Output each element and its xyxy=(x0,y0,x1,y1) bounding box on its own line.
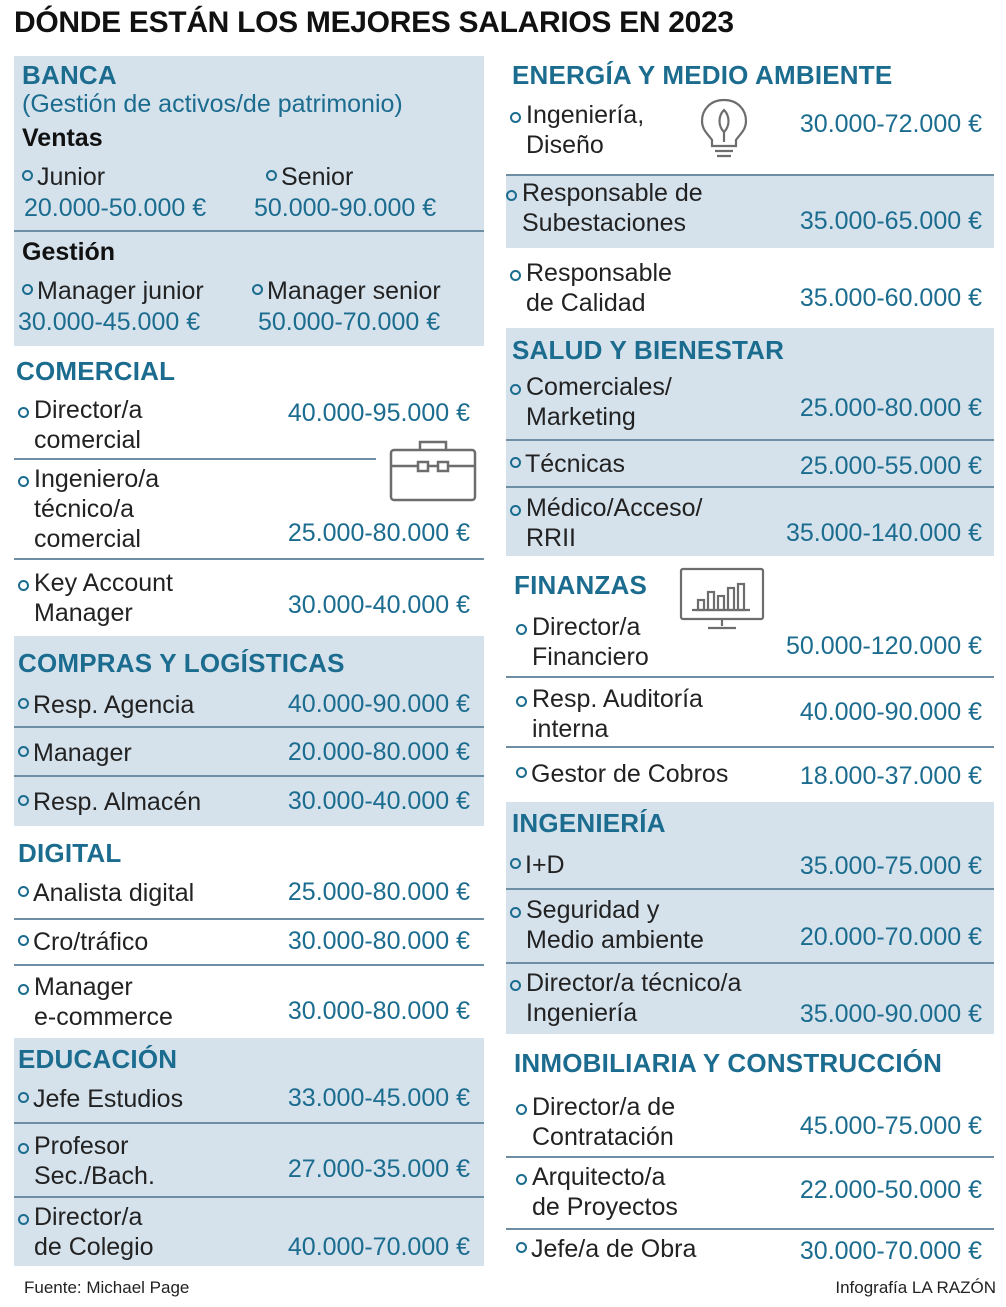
role-text: Financiero xyxy=(532,643,649,671)
separator xyxy=(506,1156,994,1158)
role-text: comercial xyxy=(34,426,141,454)
salary-value: 30.000-40.000 € xyxy=(287,787,470,815)
role-text: Gestor de Cobros xyxy=(531,760,729,788)
role-label xyxy=(18,690,194,720)
role-text: Contratación xyxy=(532,1123,674,1151)
bullet-icon xyxy=(18,476,29,487)
role-text: Ingeniería, xyxy=(526,101,645,129)
role-text: Analista digital xyxy=(33,879,195,907)
role-label xyxy=(18,927,148,957)
role-text: técnico/a xyxy=(34,495,135,523)
section-title: ENERGÍA Y MEDIO AMBIENTE xyxy=(512,60,893,90)
role-text: Resp. Auditoría xyxy=(532,685,703,713)
role-text: Director/a xyxy=(34,396,143,424)
salary-value: 40.000-90.000 € xyxy=(799,698,982,726)
role-text: Manager xyxy=(34,973,133,1001)
bullet-icon xyxy=(510,270,521,281)
separator xyxy=(506,888,994,890)
separator xyxy=(14,726,484,728)
bullet-icon xyxy=(510,457,521,468)
salary-value: 50.000-120.000 € xyxy=(785,632,982,660)
salary-value: 30.000-40.000 € xyxy=(287,591,470,619)
bullet-icon xyxy=(510,505,521,516)
separator xyxy=(14,558,484,560)
role-text: Subestaciones xyxy=(522,209,687,237)
role-text: de Colegio xyxy=(34,1233,154,1261)
role-label xyxy=(18,738,132,768)
role-label xyxy=(18,878,194,908)
section-title: SALUD Y BIENESTAR xyxy=(512,335,785,365)
bullet-icon xyxy=(18,407,29,418)
role-label xyxy=(34,464,159,554)
role-label xyxy=(522,178,703,238)
salary-value: 35.000-75.000 € xyxy=(799,852,982,880)
separator xyxy=(506,746,994,748)
role-text: Responsable xyxy=(526,259,672,287)
role-text: RRII xyxy=(526,524,576,552)
bullet-icon xyxy=(18,984,29,995)
salary-value: 30.000-72.000 € xyxy=(799,110,982,138)
section-subtitle: (Gestión de activos/de patrimonio) xyxy=(22,90,403,118)
role-text: Director/a de xyxy=(532,1093,676,1121)
role-label xyxy=(526,968,741,1028)
role-text: Seguridad y xyxy=(526,896,660,924)
role-label xyxy=(532,612,649,672)
salary-value: 30.000-80.000 € xyxy=(287,927,470,955)
salary-value: 50.000-70.000 € xyxy=(258,308,441,336)
salary-value: 20.000-80.000 € xyxy=(287,738,470,766)
role-label xyxy=(532,1092,675,1152)
role-text: Resp. Almacén xyxy=(33,788,202,816)
salary-value: 40.000-95.000 € xyxy=(287,399,470,427)
role-text: Profesor xyxy=(34,1132,129,1160)
role-label xyxy=(526,372,672,432)
role-text: I+D xyxy=(525,851,565,879)
bullet-icon xyxy=(516,1242,527,1253)
bullet-icon xyxy=(266,170,277,181)
role-label xyxy=(34,1131,155,1191)
bullet-icon xyxy=(510,384,521,395)
bullet-icon xyxy=(252,284,263,295)
bullet-icon xyxy=(516,1174,527,1185)
role-label xyxy=(510,850,565,880)
role-label xyxy=(516,1234,696,1264)
separator xyxy=(14,230,484,232)
bullet-icon xyxy=(510,112,521,123)
bullet-icon xyxy=(516,696,527,707)
salary-value: 22.000-50.000 € xyxy=(799,1176,982,1204)
role-label xyxy=(526,895,704,955)
section-title: BANCA xyxy=(22,60,117,90)
separator xyxy=(506,439,994,441)
role-label xyxy=(34,972,173,1032)
salary-value: 18.000-37.000 € xyxy=(799,762,982,790)
role-text: e-commerce xyxy=(34,1003,173,1031)
briefcase-icon xyxy=(388,438,478,504)
salary-value: 27.000-35.000 € xyxy=(287,1155,470,1183)
role-text: Marketing xyxy=(526,403,636,431)
separator xyxy=(14,964,484,966)
role-label xyxy=(266,162,353,192)
separator xyxy=(506,676,994,678)
bullet-icon xyxy=(516,1104,527,1115)
role-text: Médico/Acceso/ xyxy=(526,494,703,522)
salary-value: 35.000-60.000 € xyxy=(799,284,982,312)
salary-value: 25.000-80.000 € xyxy=(287,878,470,906)
role-text: Junior xyxy=(37,163,106,191)
bullet-icon xyxy=(22,284,33,295)
group-title: Ventas xyxy=(22,124,103,152)
salary-value: 40.000-70.000 € xyxy=(287,1233,470,1261)
separator xyxy=(506,486,994,488)
role-text: comercial xyxy=(34,525,141,553)
credit-note: Infografía LA RAZÓN xyxy=(835,1278,996,1297)
role-label xyxy=(18,787,201,817)
role-label xyxy=(510,449,625,479)
bullet-icon xyxy=(22,170,33,181)
role-text: Ingeniero/a xyxy=(34,465,160,493)
role-label xyxy=(532,1162,678,1222)
role-text: Director/a técnico/a xyxy=(526,969,742,997)
role-text: Sec./Bach. xyxy=(34,1162,155,1190)
section-title: EDUCACIÓN xyxy=(18,1044,178,1074)
bullet-icon xyxy=(506,190,517,201)
salary-value: 35.000-90.000 € xyxy=(799,1000,982,1028)
salary-value: 25.000-80.000 € xyxy=(287,519,470,547)
lightbulb-leaf-icon xyxy=(698,96,750,162)
salary-value: 20.000-50.000 € xyxy=(24,194,207,222)
section-title: INMOBILIARIA Y CONSTRUCCIÓN xyxy=(514,1048,943,1078)
section-title: FINANZAS xyxy=(514,570,648,600)
bullet-icon xyxy=(18,746,29,757)
role-label xyxy=(34,568,173,628)
bullet-icon xyxy=(510,858,521,869)
role-label xyxy=(34,395,142,455)
salary-value: 30.000-45.000 € xyxy=(18,308,201,336)
bullet-icon xyxy=(18,886,29,897)
role-text: Manager junior xyxy=(37,277,204,305)
salary-value: 30.000-70.000 € xyxy=(799,1237,982,1265)
salary-value: 25.000-80.000 € xyxy=(799,394,982,422)
role-text: Diseño xyxy=(526,131,604,159)
bullet-icon xyxy=(18,795,29,806)
role-text: Manager xyxy=(34,599,133,627)
separator xyxy=(14,458,376,460)
salary-value: 50.000-90.000 € xyxy=(254,194,437,222)
role-text: Jefe/a de Obra xyxy=(531,1235,697,1263)
bullet-icon xyxy=(18,698,29,709)
role-text: de Calidad xyxy=(526,289,646,317)
bullet-icon xyxy=(510,980,521,991)
section-title: COMERCIAL xyxy=(16,356,176,386)
bullet-icon xyxy=(18,1143,29,1154)
bullet-icon xyxy=(18,1092,29,1103)
separator xyxy=(14,1122,484,1124)
role-label xyxy=(252,276,441,306)
page-title: DÓNDE ESTÁN LOS MEJORES SALARIOS EN 2023 xyxy=(14,6,734,39)
salary-value: 45.000-75.000 € xyxy=(799,1112,982,1140)
source-note: Fuente: Michael Page xyxy=(24,1278,190,1297)
separator xyxy=(506,962,994,964)
role-text: Responsable de xyxy=(522,179,703,207)
role-text: Ingeniería xyxy=(526,999,638,1027)
section-title: DIGITAL xyxy=(18,838,122,868)
role-text: Manager xyxy=(33,739,132,767)
role-label xyxy=(18,1084,183,1114)
bullet-icon xyxy=(510,907,521,918)
role-text: Resp. Agencia xyxy=(33,691,195,719)
role-label xyxy=(532,684,703,744)
role-text: Comerciales/ xyxy=(526,373,672,401)
role-text: Senior xyxy=(281,163,354,191)
role-text: Key Account xyxy=(34,569,173,597)
role-text: de Proyectos xyxy=(532,1193,678,1221)
salary-value: 20.000-70.000 € xyxy=(799,923,982,951)
role-label xyxy=(22,162,105,192)
section-title: COMPRAS Y LOGÍSTICAS xyxy=(18,648,345,678)
bullet-icon xyxy=(516,767,527,778)
role-text: Arquitecto/a xyxy=(532,1163,666,1191)
separator xyxy=(14,918,484,920)
role-text: Jefe Estudios xyxy=(33,1085,184,1113)
salary-value: 25.000-55.000 € xyxy=(799,452,982,480)
role-label xyxy=(516,759,728,789)
section-title: INGENIERÍA xyxy=(512,808,666,838)
role-label xyxy=(34,1202,154,1262)
role-label xyxy=(526,258,672,318)
bullet-icon xyxy=(18,580,29,591)
salary-value: 40.000-90.000 € xyxy=(287,690,470,718)
bar-chart-monitor-icon xyxy=(678,566,766,632)
salary-value: 35.000-65.000 € xyxy=(799,207,982,235)
separator xyxy=(506,1228,994,1230)
separator xyxy=(14,1196,484,1198)
role-text: Medio ambiente xyxy=(526,926,704,954)
separator xyxy=(14,775,484,777)
role-text: Director/a xyxy=(532,613,641,641)
role-text: Director/a xyxy=(34,1203,143,1231)
role-text: Técnicas xyxy=(525,450,626,478)
role-label xyxy=(22,276,204,306)
role-text: Cro/tráfico xyxy=(33,928,149,956)
salary-value: 35.000-140.000 € xyxy=(785,519,982,547)
role-text: interna xyxy=(532,715,609,743)
group-title: Gestión xyxy=(22,238,116,266)
bullet-icon xyxy=(516,624,527,635)
role-label xyxy=(526,493,702,553)
bullet-icon xyxy=(18,935,29,946)
salary-value: 30.000-80.000 € xyxy=(287,997,470,1025)
bullet-icon xyxy=(18,1214,29,1225)
role-label xyxy=(526,100,644,160)
role-text: Manager senior xyxy=(267,277,441,305)
salary-value: 33.000-45.000 € xyxy=(287,1084,470,1112)
